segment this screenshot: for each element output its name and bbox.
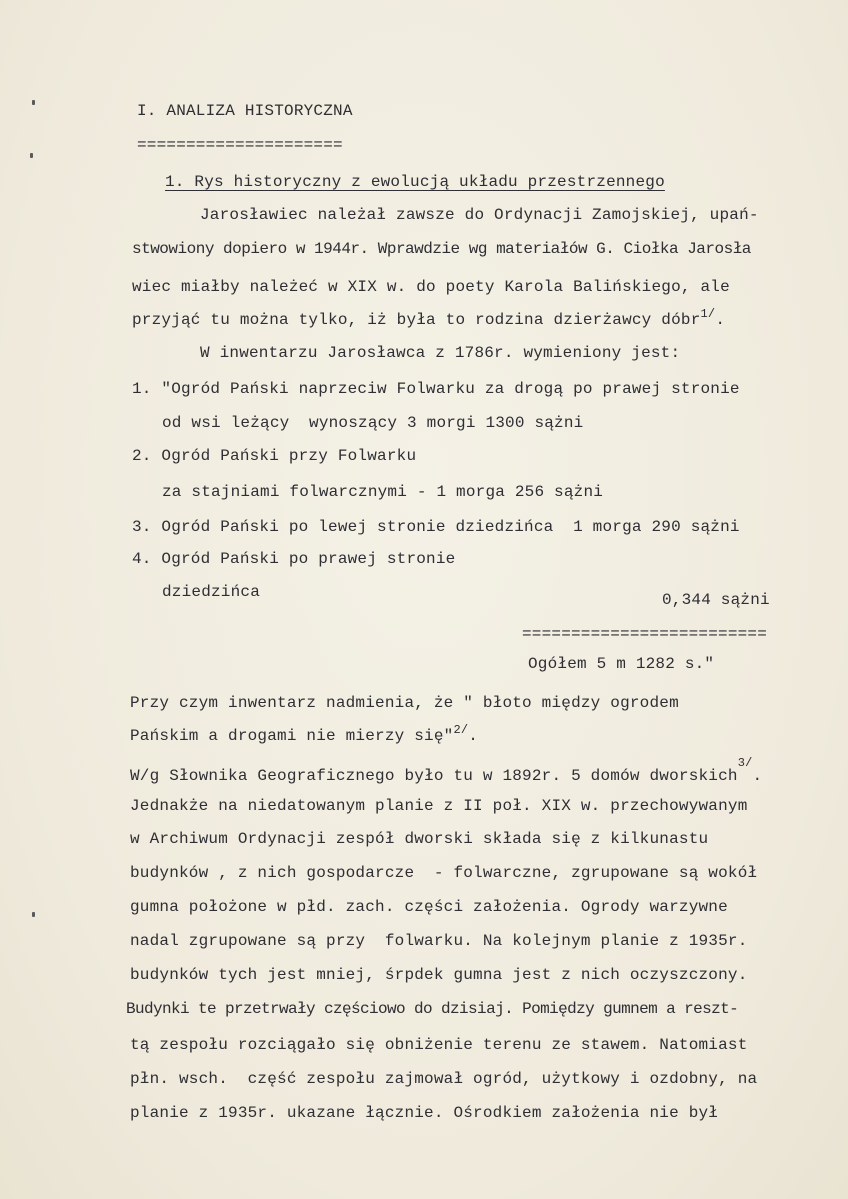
inventory-item: za stajniami folwarcznymi - 1 morga 256 sążni [162,483,604,501]
paragraph-line: budynków tych jest mniej, śrpdek gumna jest z nich oczyszczony. [130,966,748,984]
footnote-marker: 1/ [700,307,716,321]
paragraph-line: Jednakże na niedatowanym planie z II poł. XIX w. przechowywanym [130,797,748,815]
paragraph-line: w Archiwum Ordynacji zespół dworski składa się z kilkunastu [130,830,709,848]
inventory-total-rule: ========================= [522,625,768,643]
inventory-item: 1. "Ogród Pański naprzeciw Folwarku za drogą po prawej stronie [132,380,740,398]
paragraph-line: W/g Słownika Geograficznego było tu w 1892r. 5 domów dworskich$^{3/}$. [130,756,763,785]
margin-punch-mark [32,912,35,917]
margin-punch-mark [30,153,33,158]
inventory-value: 0,344 sążni [662,591,770,609]
paragraph-line: Przy czym inwentarz nadmienia, że " błoto między ogrodem [130,694,679,712]
footnote-marker: 2/ [453,723,469,737]
paragraph-line: płn. wsch. część zespołu zajmował ogród, użytkowy i ozdobny, na [130,1070,758,1088]
paragraph-line: Jarosławiec należał zawsze do Ordynacji Zamojskiej, upań- [200,206,759,224]
inventory-item: od wsi leżący wynoszący 3 morgi 1300 sążni [162,414,584,432]
inventory-item: 3. Ogród Pański po lewej stronie dziedzińca 1 morga 290 sążni [132,518,740,536]
inventory-item: 2. Ogród Pański przy Folwarku [132,447,417,465]
paragraph-line: gumna położone w płd. zach. części założenia. Ogrody warzywne [130,898,728,916]
paragraph-line: Pańskim a drogami nie mierzy się"$^{2/}$. [130,723,479,745]
footnote-marker: 3/ [737,756,753,770]
inventory-item: 4. Ogród Pański po prawej stronie [132,550,456,568]
inventory-intro: W inwentarzu Jarosławca z 1786r. wymieniony jest: [200,344,681,362]
margin-punch-mark [32,100,35,105]
subsection-title: 1. Rys historyczny z ewolucją układu przestrzennego [165,173,665,191]
paragraph-line: budynków , z nich gospodarcze - folwarczne, zgrupowane są wokół [130,864,758,882]
heading-rule: ===================== [137,136,343,154]
paragraph-line: stwowiony dopiero w 1944r. Wprawdzie wg materiałów G. Ciołka Jarosła [132,240,751,258]
paragraph-line: tą zespołu rozciągało się obniżenie terenu ze stawem. Natomiast [130,1036,748,1054]
paragraph-line: Budynki te przetrwały częściowo do dzisiaj. Pomiędzy gumnem a reszt- [126,1000,739,1018]
paragraph-line: przyjąć tu można tylko, iż była to rodzina dzierżawcy dóbr$^{1/}$. [132,307,726,329]
inventory-item: dziedzińca [162,583,261,601]
paragraph-line: planie z 1935r. ukazane łącznie. Ośrodkiem założenia nie był [130,1104,719,1122]
paragraph-line: wiec miałby należeć w XIX w. do poety Karola Balińskiego, ale [132,278,730,296]
paragraph-line: nadal zgrupowane są przy folwarku. Na kolejnym planie z 1935r. [130,932,748,950]
section-heading: I. ANALIZA HISTORYCZNA [137,102,353,120]
inventory-total: Ogółem 5 m 1282 s." [528,655,715,673]
